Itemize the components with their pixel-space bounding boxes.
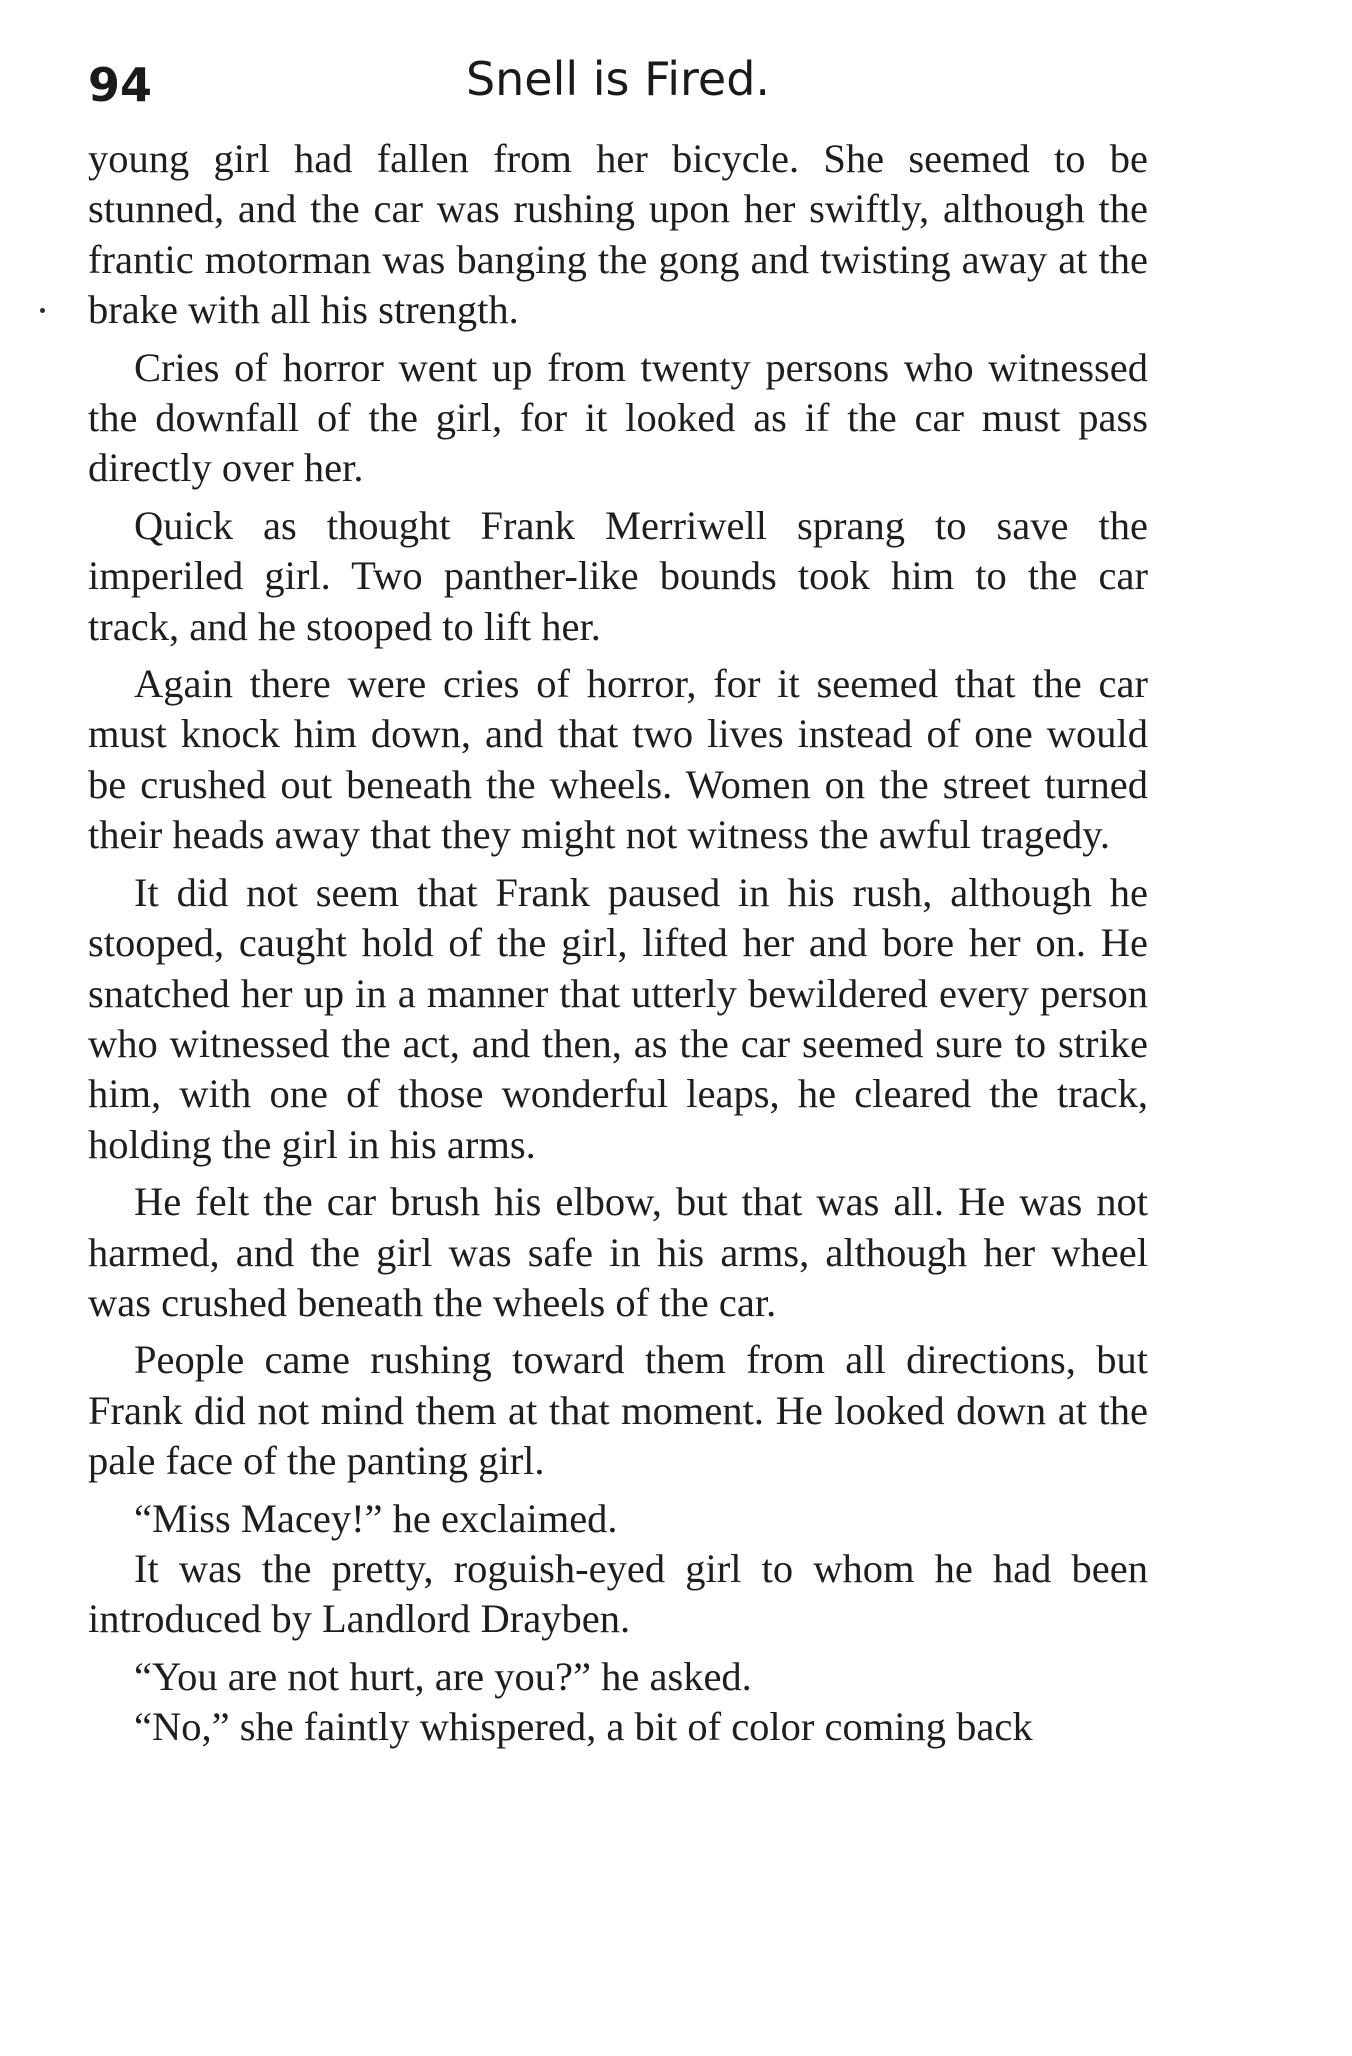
paragraph-2: Cries of horror went up from twenty persons who witnessed the downfall of the girl, for it looked as if the car must pass directly over her. bbox=[88, 344, 1148, 491]
paragraph-9: It was the pretty, roguish-eyed girl to whom he had been introduced by Landlord Drayben. bbox=[88, 1545, 1148, 1642]
paragraph-8: “Miss Macey!” he exclaimed. bbox=[134, 1495, 618, 1541]
chapter-title: Snell is Fired. bbox=[465, 52, 771, 106]
paragraph-7: People came rushing toward them from all directions, but Frank did not mind them at that moment. He looked down at the pale face of the panting girl. bbox=[88, 1337, 1148, 1484]
page-number: 94 bbox=[88, 58, 153, 112]
paragraph-3: Quick as thought Frank Merriwell sprang to save the imperiled girl. Two panther-like bounds took him to the car track, and he stooped to lift her. bbox=[88, 502, 1148, 649]
paragraph-5: It did not seem that Frank paused in his rush, although he stooped, caught hold of the girl, lifted her and bore her on. He snatched her up in a manner that utterly bewildered every person who witnessed the act, and then, as the car seemed sure to strike him, with one of those wonderful leaps, he cleared the track, holding the girl in his arms. bbox=[88, 869, 1148, 1167]
paragraph-10: “You are not hurt, are you?” he asked. bbox=[134, 1653, 752, 1699]
paragraph-6: He felt the car brush his elbow, but that was all. He was not harmed, and the girl was safe in his arms, although her wheel was crushed beneath the wheels of the car. bbox=[88, 1179, 1148, 1325]
stray-ink-mark bbox=[40, 308, 45, 313]
paragraph-11: “No,” she faintly whispered, a bit of color coming back bbox=[134, 1704, 1033, 1750]
body-text bbox=[88, 134, 1148, 1753]
paragraph-4: Again there were cries of horror, for it seemed that the car must knock him down, and that two lives instead of one would be crushed out beneath the wheels. Women on the street turned their heads away that they might not witness the awful tragedy. bbox=[88, 661, 1148, 858]
paragraph-1: young girl had fallen from her bicycle. She seemed to be stunned, and the car was rushing upon her swiftly, although the frantic motorman was banging the gong and twisting away at the brake with all his strength. bbox=[88, 136, 1148, 333]
running-head bbox=[88, 52, 1148, 122]
